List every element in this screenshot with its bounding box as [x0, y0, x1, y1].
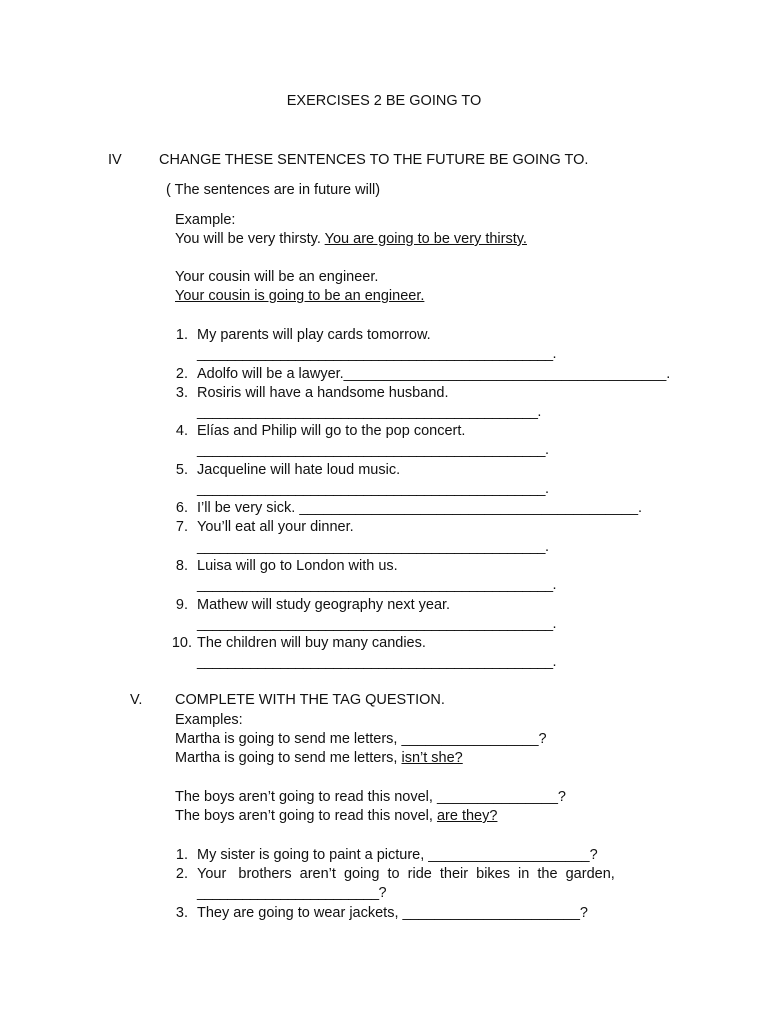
item-number: 1. — [175, 847, 188, 863]
answer-blank[interactable]: ______________________________________________. — [197, 442, 549, 458]
example-label: Example: — [175, 212, 236, 228]
answer-blank[interactable]: _______________________________________________. — [197, 346, 557, 362]
tag-example-2-prefix: The boys aren’t going to read this novel, — [175, 808, 437, 824]
tag-example-2-answer — [175, 807, 497, 825]
item-text: Your brothers aren’t going to ride their bikes in the garden, — [197, 866, 615, 882]
answer-blank[interactable]: ______________________________________________. — [197, 481, 549, 497]
item-number: 3. — [175, 905, 188, 921]
item-text: The children will buy many candies. — [197, 635, 426, 651]
item-text: They are going to wear jackets, ______________________? — [197, 905, 588, 921]
answer-blank[interactable]: _____________________________________________. — [197, 404, 541, 420]
tag-example-1-question: Martha is going to send me letters, _________________? — [175, 731, 547, 747]
item-number: 1. — [175, 327, 188, 343]
item-text: You’ll eat all your dinner. — [197, 519, 354, 535]
example-2-question: Your cousin will be an engineer. — [175, 269, 379, 285]
answer-blank[interactable]: _______________________________________________. — [197, 616, 557, 632]
item-text: My parents will play cards tomorrow. — [197, 327, 431, 343]
section-iv-heading: CHANGE THESE SENTENCES TO THE FUTURE BE GOING TO. — [159, 152, 589, 168]
page-title: EXERCISES 2 BE GOING TO — [286, 93, 482, 109]
item-text: Rosiris will have a handsome husband. — [197, 385, 449, 401]
item-number: 6. — [175, 500, 188, 516]
tag-example-2-tag: are they? — [436, 808, 498, 824]
item-number: 2. — [175, 866, 188, 882]
item-text: Mathew will study geography next year. — [197, 597, 451, 613]
item-text: Jacqueline will hate loud music. — [197, 462, 401, 478]
item-text: Luisa will go to London with us. — [197, 558, 398, 574]
section-v-numeral: V. — [130, 692, 143, 708]
tag-example-1-prefix: Martha is going to send me letters, — [175, 750, 402, 766]
tag-example-1-tag: isn’t she? — [401, 750, 463, 766]
answer-blank[interactable]: _______________________________________________. — [197, 577, 557, 593]
example-2-answer: Your cousin is going to be an engineer. — [175, 288, 425, 304]
item-number: 2. — [175, 366, 188, 382]
item-number: 5. — [175, 462, 188, 478]
tag-example-1-answer — [175, 749, 463, 767]
item-number: 7. — [175, 519, 188, 535]
item-text: Adolfo will be a lawyer.________________________________________. — [197, 366, 671, 382]
item-number: 3. — [175, 385, 188, 401]
example-1-answer: You are going to be very thirsty. — [324, 231, 527, 247]
answer-blank[interactable]: _______________________________________________. — [197, 654, 557, 670]
item-text: I’ll be very sick. __________________________________________. — [197, 500, 643, 516]
item-number: 8. — [175, 558, 188, 574]
answer-blank[interactable]: ______________________________________________. — [197, 539, 549, 555]
section-iv-numeral: IV — [108, 152, 122, 168]
tag-example-2-question: The boys aren’t going to read this novel, _______________? — [175, 789, 566, 805]
item-number: 9. — [175, 597, 188, 613]
example-1-question: You will be very thirsty. — [175, 231, 325, 247]
item-number: 4. — [175, 423, 188, 439]
answer-blank[interactable]: ________________________? — [197, 885, 387, 901]
section-iv-note: ( The sentences are in future will) — [166, 182, 381, 198]
examples-label: Examples: — [175, 712, 243, 728]
example-1 — [175, 230, 527, 248]
item-number: 10. — [171, 635, 192, 651]
item-text: Elías and Philip will go to the pop concert. — [197, 423, 466, 439]
item-text: My sister is going to paint a picture, ____________________? — [197, 847, 598, 863]
section-v-heading: COMPLETE WITH THE TAG QUESTION. — [175, 692, 445, 708]
